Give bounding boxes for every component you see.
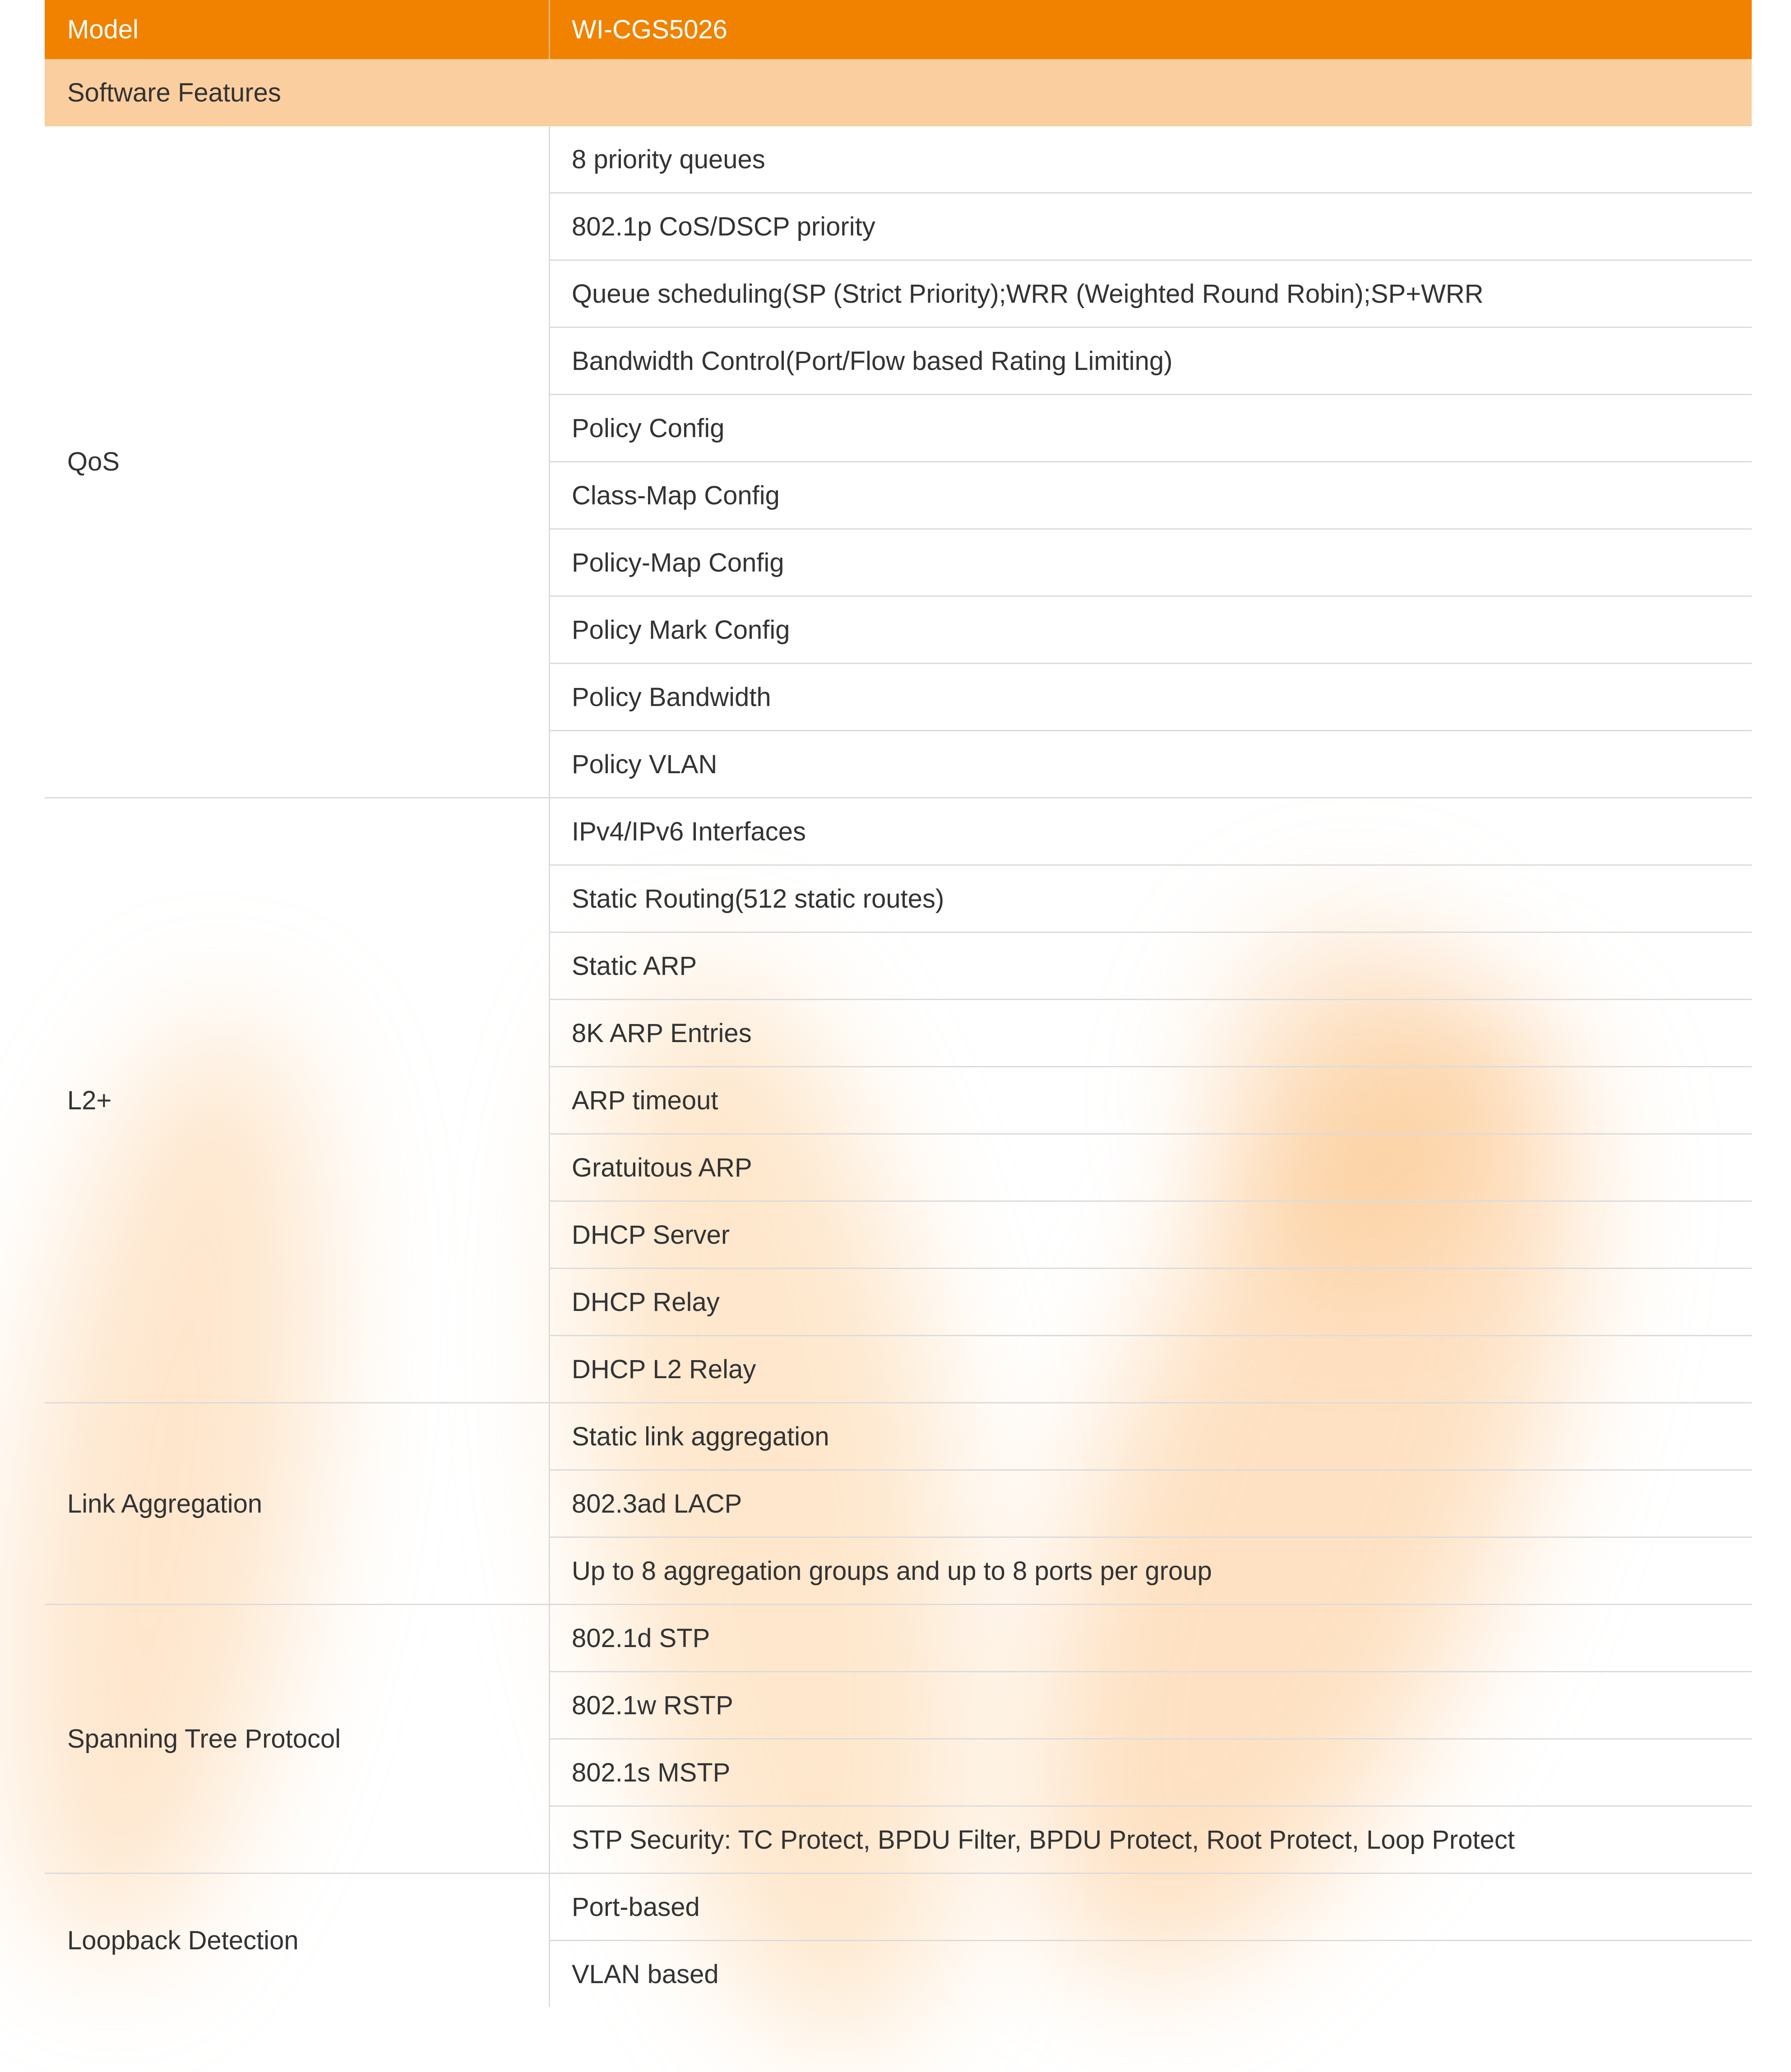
feature-item: Static ARP <box>550 933 1752 1000</box>
feature-item: 802.1s MSTP <box>550 1740 1752 1807</box>
feature-item: Gratuitous ARP <box>550 1135 1752 1202</box>
feature-item: 802.1p CoS/DSCP priority <box>550 194 1752 261</box>
group-label: L2+ <box>45 798 550 1402</box>
feature-item: Static link aggregation <box>550 1403 1752 1471</box>
feature-group-spanning-tree <box>45 1605 1752 1874</box>
feature-group-loopback-detection <box>45 1874 1752 2007</box>
feature-item: STP Security: TC Protect, BPDU Filter, BPDU Protect, Root Protect, Loop Protect <box>572 1825 1515 1855</box>
section-title: Software Features <box>45 59 1752 126</box>
table-header-row <box>45 0 1752 59</box>
feature-item: 8K ARP Entries <box>550 1000 1752 1067</box>
feature-item: Policy Config <box>550 395 1752 462</box>
feature-item: 802.1d STP <box>550 1605 1752 1672</box>
feature-list <box>550 1403 1752 1604</box>
feature-item: 802.1w RSTP <box>550 1672 1752 1740</box>
feature-item: IPv4/IPv6 Interfaces <box>550 798 1752 866</box>
feature-item: DHCP Relay <box>550 1269 1752 1336</box>
feature-item: Port-based <box>550 1874 1752 1941</box>
feature-item: Policy Mark Config <box>550 597 1752 664</box>
feature-item: Queue scheduling(SP (Strict Priority);WRR (Weighted Round Robin);SP+WRR <box>550 261 1752 328</box>
model-value: WI-CGS5026 <box>572 15 727 44</box>
group-label: Loopback Detection <box>45 1874 550 2007</box>
feature-group-link-aggregation <box>45 1403 1752 1605</box>
feature-list <box>550 126 1752 797</box>
feature-group-qos <box>45 126 1752 798</box>
group-label: Spanning Tree Protocol <box>45 1605 550 1873</box>
feature-item: 8 priority queues <box>550 126 1752 194</box>
feature-item: ARP timeout <box>550 1067 1752 1135</box>
feature-item: DHCP L2 Relay <box>572 1354 756 1384</box>
feature-item: Bandwidth Control(Port/Flow based Rating Limiting) <box>550 328 1752 395</box>
feature-item: Policy VLAN <box>572 749 717 779</box>
feature-list <box>550 798 1752 1402</box>
feature-item: DHCP Server <box>550 1202 1752 1269</box>
feature-item: VLAN based <box>572 1959 719 1989</box>
group-label: QoS <box>45 126 550 797</box>
feature-item: Policy-Map Config <box>550 530 1752 597</box>
spec-table <box>45 0 1752 2007</box>
feature-item: Up to 8 aggregation groups and up to 8 ports per group <box>572 1556 1212 1586</box>
group-label: Link Aggregation <box>45 1403 550 1604</box>
feature-list <box>550 1874 1752 2007</box>
feature-item: 802.3ad LACP <box>550 1471 1752 1538</box>
model-label: Model <box>45 0 550 59</box>
feature-item: Class-Map Config <box>550 462 1752 530</box>
feature-item: Static Routing(512 static routes) <box>550 866 1752 933</box>
feature-item: Policy Bandwidth <box>550 664 1752 731</box>
feature-list <box>550 1605 1752 1873</box>
feature-group-l2plus <box>45 798 1752 1403</box>
